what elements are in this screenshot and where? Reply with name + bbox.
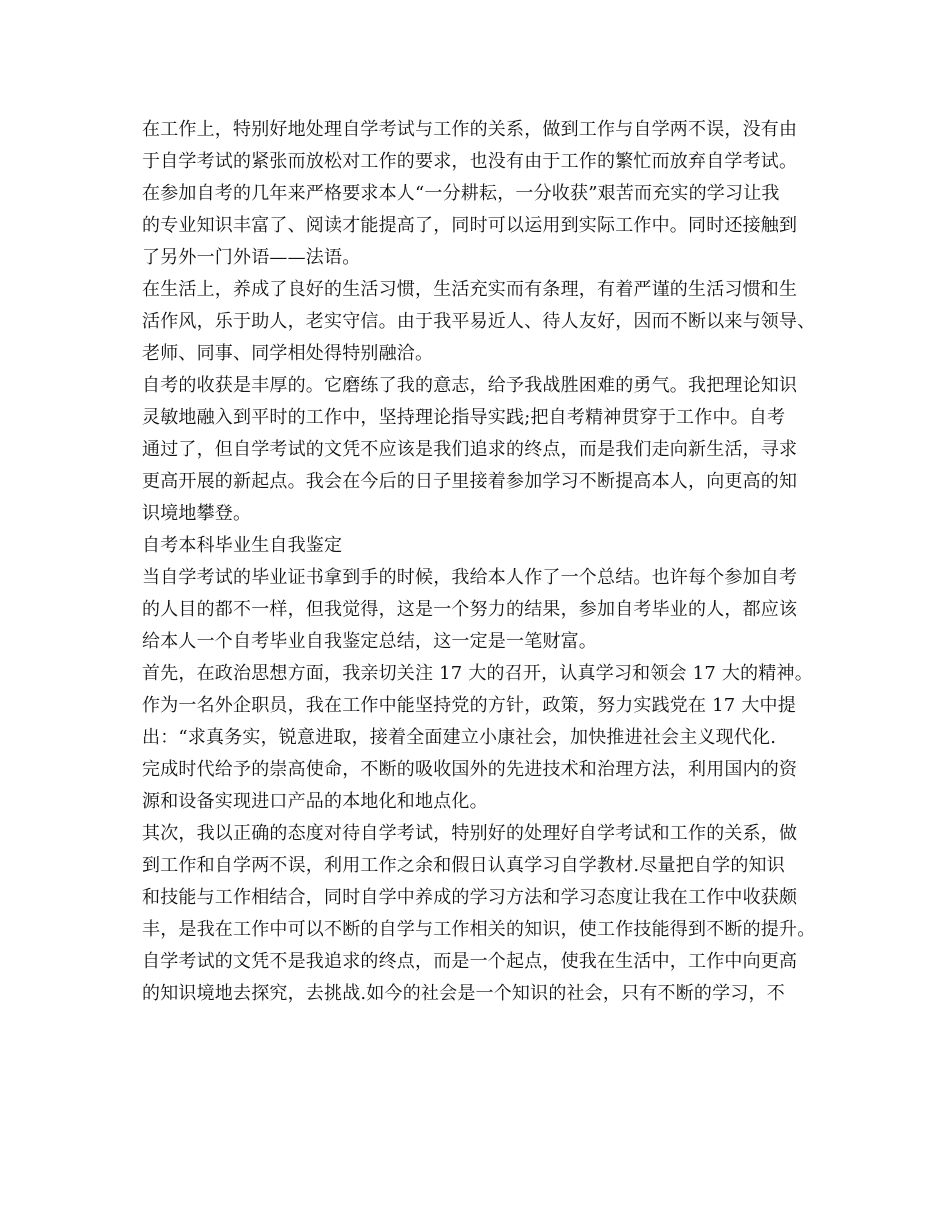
text-line: 自学考试的文凭不是我追求的终点，而是一个起点，使我在生活中，工作中向更高 [142, 951, 798, 972]
text-line: 丰，是我在工作中可以不断的自学与工作相关的知识，使工作技能得到不断的提升。 [142, 919, 816, 940]
text-line: 自考的收获是丰厚的。它磨练了我的意志，给予我战胜困难的勇气。我把理论知识 [142, 375, 798, 396]
text-line: 在工作上，特别好地处理自学考试与工作的关系，做到工作与自学两不误，没有由 [142, 119, 798, 140]
text-line: 更高开展的新起点。我会在今后的日子里接着参加学习不断提高本人，向更高的知 [142, 471, 798, 492]
text-line: 的知识境地去探究，去挑战.如今的社会是一个知识的社会，只有不断的学习，不 [142, 983, 785, 1004]
text-line: 识境地攀登。 [142, 503, 252, 524]
text-line: 源和设备实现进口产品的本地化和地点化。 [142, 791, 488, 812]
text-line: 在参加自考的几年来严格要求本人“一分耕耘，一分收获”艰苦而充实的学习让我 [142, 183, 780, 204]
text-line: 了另外一门外语——法语。 [142, 247, 361, 268]
text-line: 活作风，乐于助人，老实守信。由于我平易近人、待人友好，因而不断以来与领导、 [142, 311, 816, 332]
text-line: 在生活上，养成了良好的生活习惯，生活充实而有条理，有着严谨的生活习惯和生 [142, 279, 798, 300]
text-line: 首先，在政治思想方面，我亲切关注 17 大的召开，认真学习和领会 17 大的精神。 [142, 663, 813, 684]
document-body [142, 114, 822, 1010]
text-line: 老师、同事、同学相处得特别融洽。 [142, 343, 434, 364]
text-line: 到工作和自学两不误，利用工作之余和假日认真学习自学教材.尽量把自学的知识 [142, 855, 785, 876]
section-heading: 自考本科毕业生自我鉴定 [142, 535, 343, 556]
text-line: 其次，我以正确的态度对待自学考试，特别好的处理好自学考试和工作的关系，做 [142, 823, 798, 844]
text-line: 给本人一个自考毕业自我鉴定总结，这一定是一笔财富。 [142, 631, 597, 652]
text-line: 作为一名外企职员，我在工作中能坚持党的方针，政策，努力实践党在 17 大中提 [142, 695, 796, 716]
text-line: 和技能与工作相结合，同时自学中养成的学习方法和学习态度让我在工作中收获颇 [142, 887, 798, 908]
text-line: 通过了，但自学考试的文凭不应该是我们追求的终点，而是我们走向新生活，寻求 [142, 439, 798, 460]
text-line: 于自学考试的紧张而放松对工作的要求，也没有由于工作的繁忙而放弃自学考试。 [142, 151, 798, 172]
text-line: 当自学考试的毕业证书拿到手的时候，我给本人作了一个总结。也许每个参加自考 [142, 567, 798, 588]
text-line: 的专业知识丰富了、阅读才能提高了，同时可以运用到实际工作中。同时还接触到 [142, 215, 798, 236]
text-line: 出：“求真务实，锐意进取，接着全面建立小康社会，加快推进社会主义现代化. [142, 727, 777, 748]
text-line: 的人目的都不一样，但我觉得，这是一个努力的结果，参加自考毕业的人，都应该 [142, 599, 798, 620]
text-line: 完成时代给予的崇高使命，不断的吸收国外的先进技术和治理方法，利用国内的资 [142, 759, 798, 780]
text-line: 灵敏地融入到平时的工作中，坚持理论指导实践;把自考精神贯穿于工作中。自考 [142, 407, 786, 428]
